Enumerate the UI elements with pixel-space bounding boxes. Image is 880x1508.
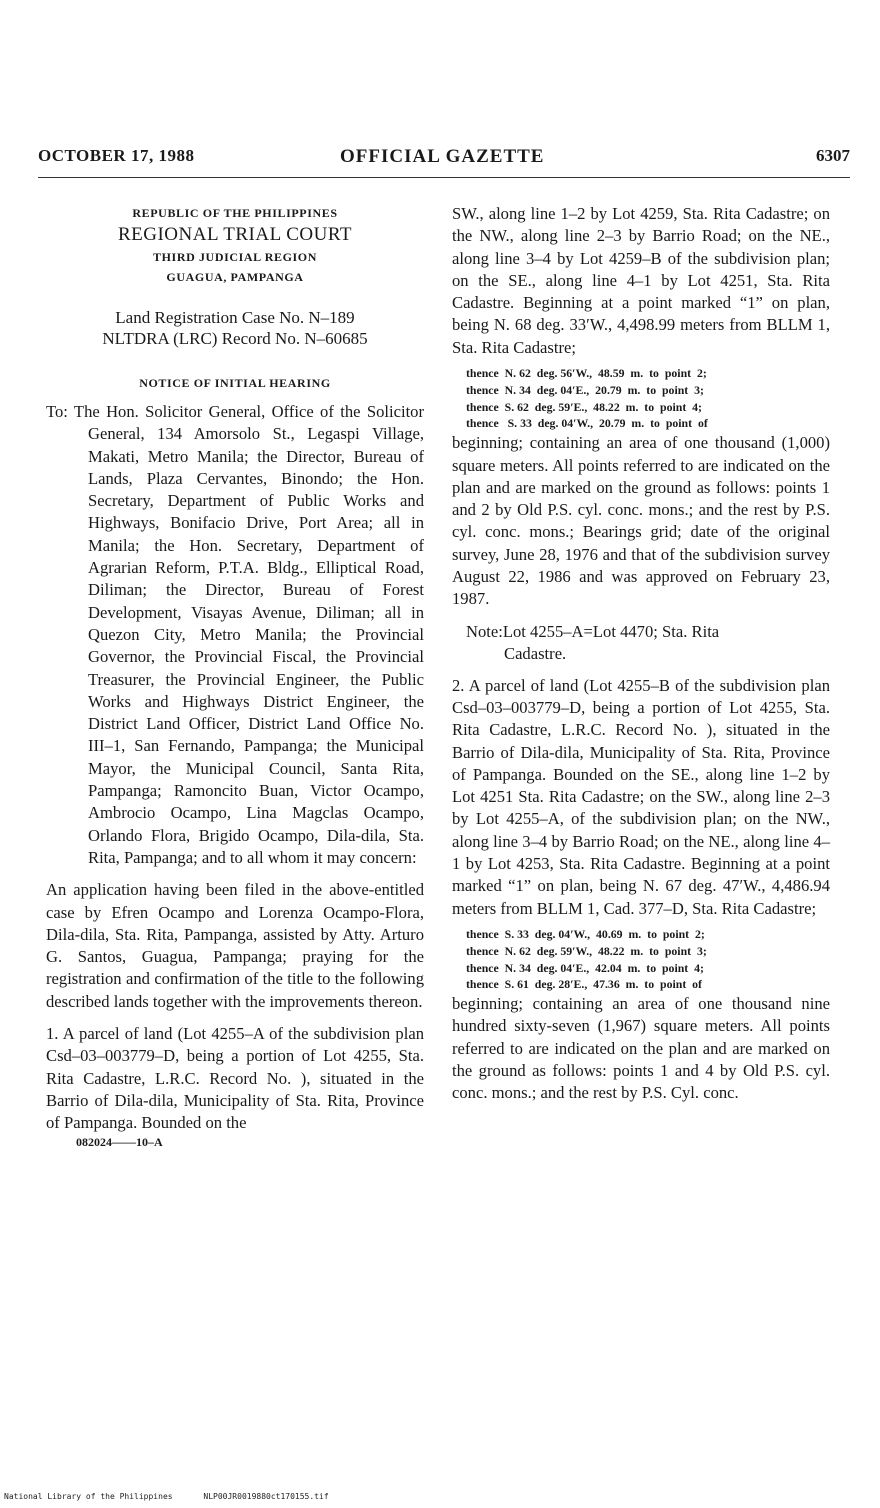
parcel-1-continuation: SW., along line 1–2 by Lot 4259, Sta. Rita Cadastre; on the NW., along line 2–3 by Barrio Road; on the NE., along line 3–4 by Lot 4259–B of the subdivision plan; on the SE., along line 4–1 by Lot 4251, Sta. Rita Cadastre. Beginning at a point marked “1” on plan, being N. 68 deg. 33′W., 4,498.99 meters from BLLM 1, Sta. Rita Cadastre; [452,204,830,357]
print-code: 082024——10–A [76,1134,163,1149]
header-rule [38,177,850,178]
parcel-1-bearings [452,365,830,432]
bearing-line: thence S. 33 deg. 04′W., 20.79 m. to point of [466,416,708,431]
publication-title: OFFICIAL GAZETTE [340,146,545,167]
lot-note-line: Note:Lot 4255–A=Lot 4470; Sta. Rita [466,621,720,641]
page-number: 6307 [816,146,850,165]
scan-filename: NLP00JR0019880ct170155.tif [203,1492,329,1501]
parcel-1-paragraph: 1. A parcel of land (Lot 4255–A of the subdivision plan Csd–03–003779–D, being a portion of Lot 4255, Sta. Rita Cadastre, L.R.C. Record No. ), situated in the Barrio of Dila-dila, Municipality of Sta. Rita, Province of Pampanga. Bounded on the [46,1024,424,1133]
case-number-block [46,307,424,349]
bearing-line: thence S. 62 deg. 59′E., 48.22 m. to point 4; [466,399,702,414]
bearing-line: thence S. 33 deg. 04′W., 40.69 m. to point 2; [466,926,705,941]
parcel-2-end: beginning; containing an area of one thousand nine hundred sixty-seven (1,967) square meters. All points referred to are indicated on the plan and are marked on the ground as follows: points 1 and 4 by Old P.S. cyl. conc. mons.; and the rest by P.S. Cyl. conc. [452,994,830,1103]
republic-heading: REPUBLIC OF THE PHILIPPINES [132,206,338,220]
bearing-line: thence N. 34 deg. 04′E., 20.79 m. to point 3; [466,382,704,397]
record-number: NLTDRA (LRC) Record No. N–60685 [102,329,368,348]
court-heading: REGIONAL TRIAL COURT [117,224,353,245]
lot-note-line: Cadastre. [504,643,567,663]
bearing-line: thence N. 34 deg. 04′E., 42.04 m. to point 4; [466,960,704,975]
addressees-paragraph: To: The Hon. Solicitor General, Office of the Solicitor General, 134 Amorsolo St., Legaspi Village, Makati, Metro Manila; the Director, Bureau of Lands, Plaza Cervantes, Binondo; the Hon. Secretary, Department of Public Works and Highways, Bonifacio Drive, Port Area; all in Manila; the Hon. Secretary, Department of Agrarian Reform, P.T.A. Bldg., Elliptical Road, Diliman; the Director, Bureau of Forest Development, Visayas Avenue, Diliman; all in Quezon City, Metro Manila; the Provincial Governor, the Provincial Fiscal, the Provincial Treasurer, the Provincial Engineer, the Public Works and Highways District Engineer, the District Land Officer, District Land Office No. III–1, San Fernando, Pampanga; the Municipal Mayor, the Municipal Council, Santa Rita, Pampanga; Ramoncito Buan, Victor Ocampo, Ambrocio Ocampo, Lina Magclas Ocampo, Orlando Flora, Brigido Ocampo, Dila-dila, Sta. Rita, Pampanga; and to all whom it may concern: [46,402,424,867]
lot-note [452,621,830,665]
scan-footer [4,1492,355,1501]
parcel-1-end: beginning; containing an area of one thousand (1,000) square meters. All points referred to are indicated on the plan and are marked on the ground as follows: points 1 and 2 by Old P.S. cyl. conc. mons.; and the rest by P.S. cyl. conc. mons.; Bearings grid; date of the original survey, June 28, 1976 and that of the subdivision survey August 22, 1986 and was approved on February 23, 1987. [452,433,830,609]
bearing-line: thence S. 61 deg. 28′E., 47.36 m. to point of [466,977,702,992]
location-heading: GUAGUA, PAMPANGA [166,270,304,284]
library-credit: National Library of the Philippines [4,1492,173,1501]
issue-date: OCTOBER 17, 1988 [38,146,195,165]
right-column [452,203,830,1105]
left-column [46,203,424,1150]
bearing-line: thence N. 62 deg. 56′W., 48.59 m. to point 2; [466,366,707,381]
application-paragraph: An application having been filed in the above-entitled case by Efren Ocampo and Lorenza Ocampo-Flora, Dila-dila, Sta. Rita, Pampanga, assisted by Atty. Arturo G. Santos, Guagua, Pampanga; praying for the registration and confirmation of the title to the following described lands together with the improvements thereon. [46,880,424,1011]
region-heading: THIRD JUDICIAL REGION [153,250,317,264]
case-number: Land Registration Case No. N–189 [115,308,355,327]
bearing-line: thence N. 62 deg. 59′W., 48.22 m. to point 3; [466,943,707,958]
notice-title: NOTICE OF INITIAL HEARING [139,376,331,390]
page-header [38,146,850,172]
parcel-2-bearings [452,926,830,993]
parcel-2-paragraph: 2. A parcel of land (Lot 4255–B of the subdivision plan Csd–03–003779–D, being a portion of Lot 4255, Sta. Rita Cadastre, L.R.C. Record No. ), situated in the Barrio of Dila-dila, Municipality of Sta. Rita, Province of Pampanga. Bounded on the SE., along line 1–2 by Lot 4251 Sta. Rita Cadastre; on the SW., along line 2–3 by Lot 4255–A, of the subdivision plan; on the NW., along line 3–4 by Barrio Road; on the NE., along line 4–1 by Lot 4253, Sta. Rita Cadastre. Beginning at a point marked “1” on plan, being N. 67 deg. 47′W., 4,486.94 meters from BLLM 1, Cad. 377–D, Sta. Rita Cadastre; [452,675,830,918]
